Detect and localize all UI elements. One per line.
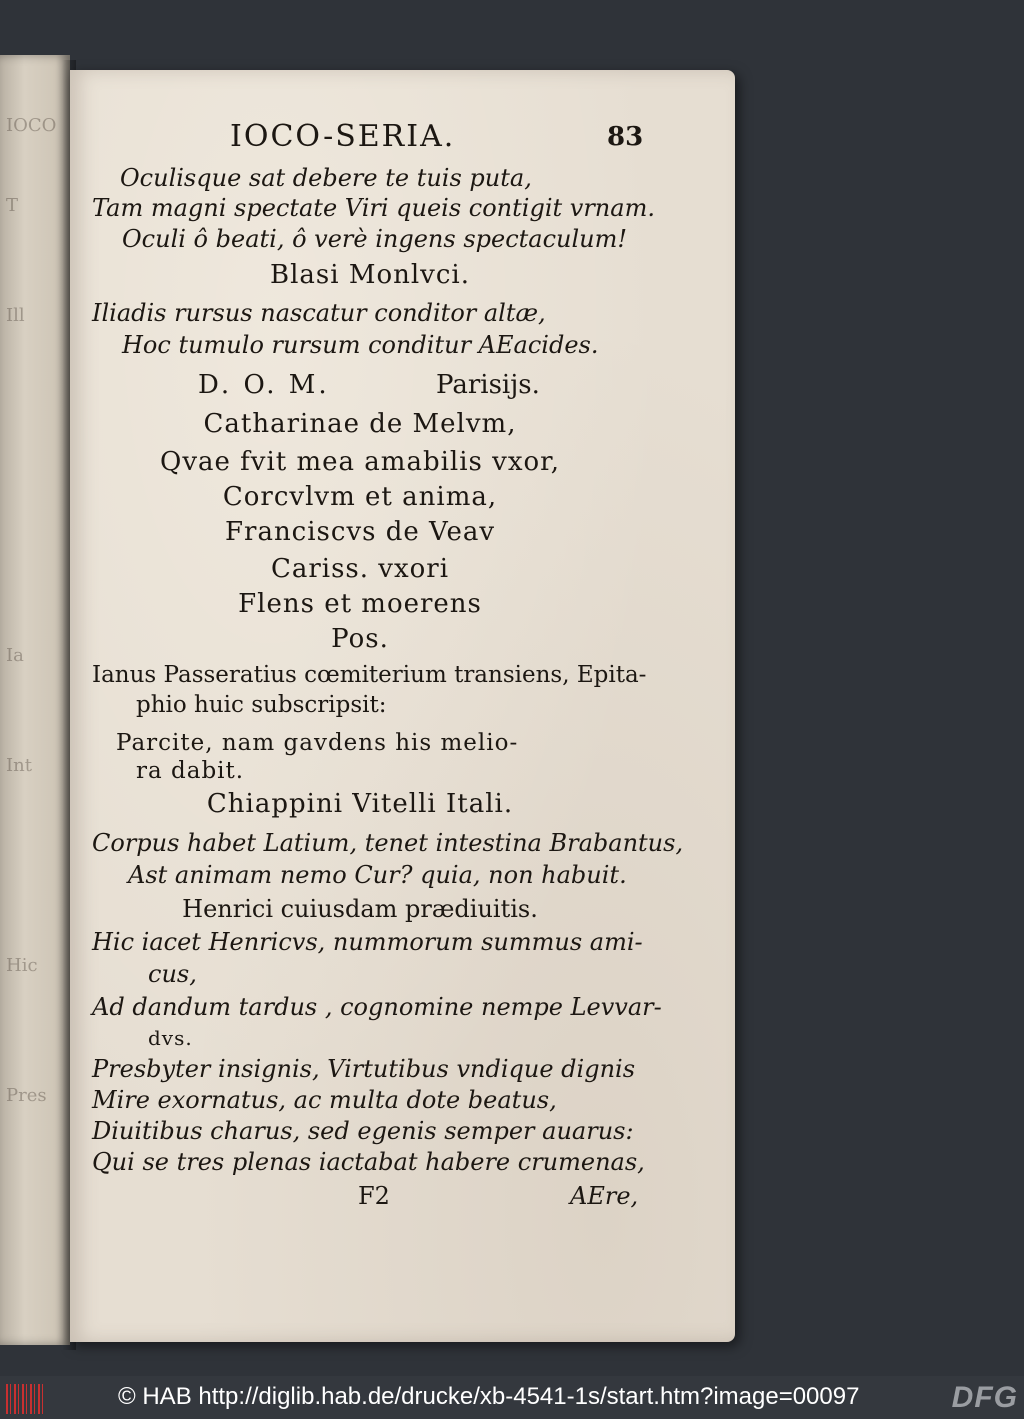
epitaph-line: Flens et moerens — [238, 589, 482, 619]
heading-dom: D. O. M. — [198, 370, 330, 400]
dfg-logo: DFG — [951, 1381, 1018, 1414]
text-line: phio huic subscripsit: — [136, 692, 387, 718]
signature-mark: F2 — [358, 1182, 390, 1210]
footer-bar — [0, 1376, 1024, 1419]
text-line: Diuitibus charus, sed egenis semper auarus: — [92, 1117, 634, 1145]
text-line: dvs. — [148, 1026, 193, 1050]
book-page — [70, 70, 735, 1342]
running-head: IOCO-SERIA. — [230, 119, 456, 154]
text-line: cus, — [148, 960, 197, 988]
epitaph-line: Corcvlvm et anima, — [222, 482, 498, 512]
catchword: AEre, — [570, 1182, 639, 1210]
text-line: Presbyter insignis, Virtutibus vndique dignis — [92, 1055, 636, 1083]
text-line: Ianus Passeratius cœmiterium transiens, Epita- — [92, 662, 647, 688]
page-number: 83 — [607, 122, 644, 152]
text-line: Qui se tres plenas iactabat habere crumenas, — [92, 1148, 645, 1176]
epitaph-line: Parcite, nam gavdens his melio- — [116, 730, 519, 756]
epitaph-line: Franciscvs de Veav — [224, 517, 496, 547]
text-line: Oculisque sat debere te tuis puta, — [120, 164, 532, 192]
epitaph-line: Catharinae de Melvm, — [203, 409, 517, 439]
text-line: Hic iacet Henricvs, nummorum summus ami- — [92, 928, 643, 956]
heading: Henrici cuiusdam prædiuitis. — [182, 895, 538, 923]
heading: Blasi Monlvci. — [269, 260, 471, 290]
previous-page-edge: IOCO T Ill Ia Int Hic Pres — [0, 55, 70, 1345]
heading: Chiappini Vitelli Itali. — [206, 789, 514, 819]
text-line: Ast animam nemo Cur? quia, non habuit. — [128, 861, 627, 889]
epitaph-line: Cariss. vxori — [270, 554, 450, 584]
epitaph-line: Qvae fvit mea amabilis vxor, — [160, 447, 560, 477]
epitaph-line: Pos. — [331, 624, 389, 654]
copyright-link[interactable]: © HAB http://diglib.hab.de/drucke/xb-4541-1s/start.htm?image=00097 — [118, 1383, 860, 1410]
heading-place: Parisijs. — [436, 370, 540, 400]
epitaph-line: ra dabit. — [136, 758, 245, 784]
text-line: Oculi ô beati, ô verè ingens spectaculum! — [122, 225, 628, 253]
text-line: Iliadis rursus nascatur conditor altæ, — [92, 299, 546, 327]
text-line: Tam magni spectate Viri queis contigit vrnam. — [92, 194, 655, 222]
text-line: Mire exornatus, ac multa dote beatus, — [92, 1086, 557, 1114]
text-line: Corpus habet Latium, tenet intestina Brabantus, — [92, 829, 684, 857]
barcode-icon — [6, 1384, 46, 1414]
text-line: Ad dandum tardus , cognomine nempe Levvar- — [92, 993, 662, 1021]
text-line: Hoc tumulo rursum conditur AEacides. — [122, 331, 599, 359]
